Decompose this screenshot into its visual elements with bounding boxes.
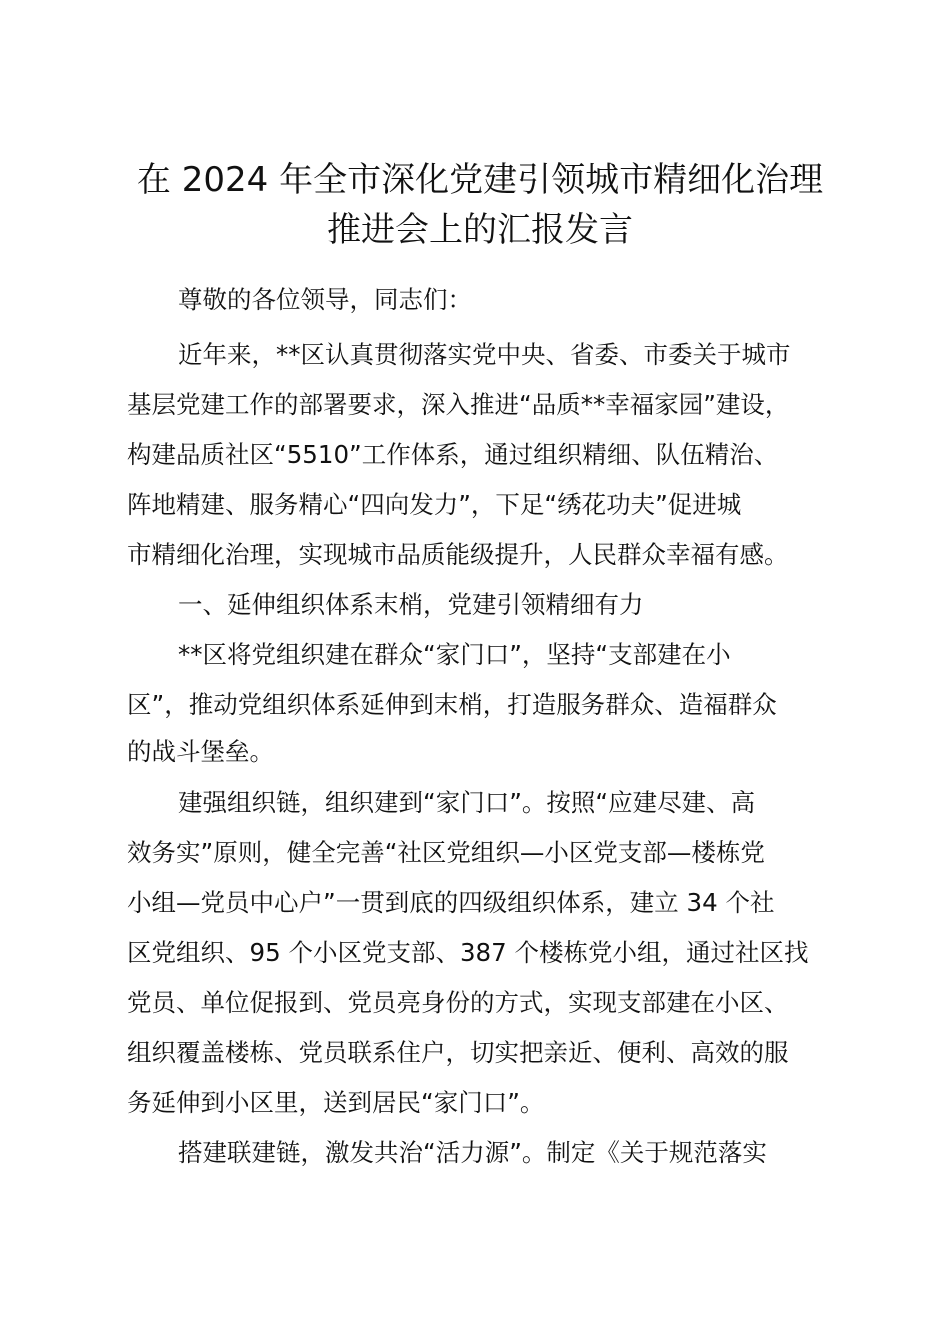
body-line: 近年来，**区认真贯彻落实党中央、省委、市委关于城市: [178, 340, 791, 369]
document-title-line-2: 推进会上的汇报发言: [327, 210, 633, 250]
body-line: 效务实”原则，健全完善“社区党组织—小区党支部—楼栋党: [127, 838, 765, 867]
body-line: 党员、单位促报到、党员亮身份的方式，实现支部建在小区、: [127, 988, 789, 1017]
body-line: 建强组织链，组织建到“家门口”。按照“应建尽建、高: [178, 788, 756, 817]
section-heading: 一、延伸组织体系末梢，党建引领精细有力: [178, 590, 644, 619]
body-line: 组织覆盖楼栋、党员联系住户，切实把亲近、便利、高效的服: [127, 1038, 789, 1067]
body-line: 阵地精建、服务精心“四向发力”，下足“绣花功夫”促进城: [127, 490, 742, 519]
body-line: 区党组织、95 个小区党支部、387 个楼栋党小组，通过社区找: [127, 938, 809, 967]
document-title-line-1: 在 2024 年全市深化党建引领城市精细化治理: [136, 160, 824, 200]
body-line: 市精细化治理，实现城市品质能级提升，人民群众幸福有感。: [127, 540, 789, 569]
salutation: 尊敬的各位领导，同志们：: [178, 285, 472, 314]
body-line: 的战斗堡垒。: [127, 737, 274, 766]
body-line: 构建品质社区“5510”工作体系，通过组织精细、队伍精治、: [127, 440, 779, 469]
body-line: 搭建联建链，激发共治“活力源”。制定《关于规范落实: [178, 1138, 767, 1167]
body-line: **区将党组织建在群众“家门口”，坚持“支部建在小: [178, 640, 731, 669]
body-line: 基层党建工作的部署要求，深入推进“品质**幸福家园”建设，: [127, 390, 790, 419]
body-line: 区”，推动党组织体系延伸到末梢，打造服务群众、造福群众: [127, 690, 777, 719]
body-line: 务延伸到小区里，送到居民“家门口”。: [127, 1088, 545, 1117]
body-line: 小组—党员中心户”一贯到底的四级组织体系，建立 34 个社: [127, 888, 775, 917]
